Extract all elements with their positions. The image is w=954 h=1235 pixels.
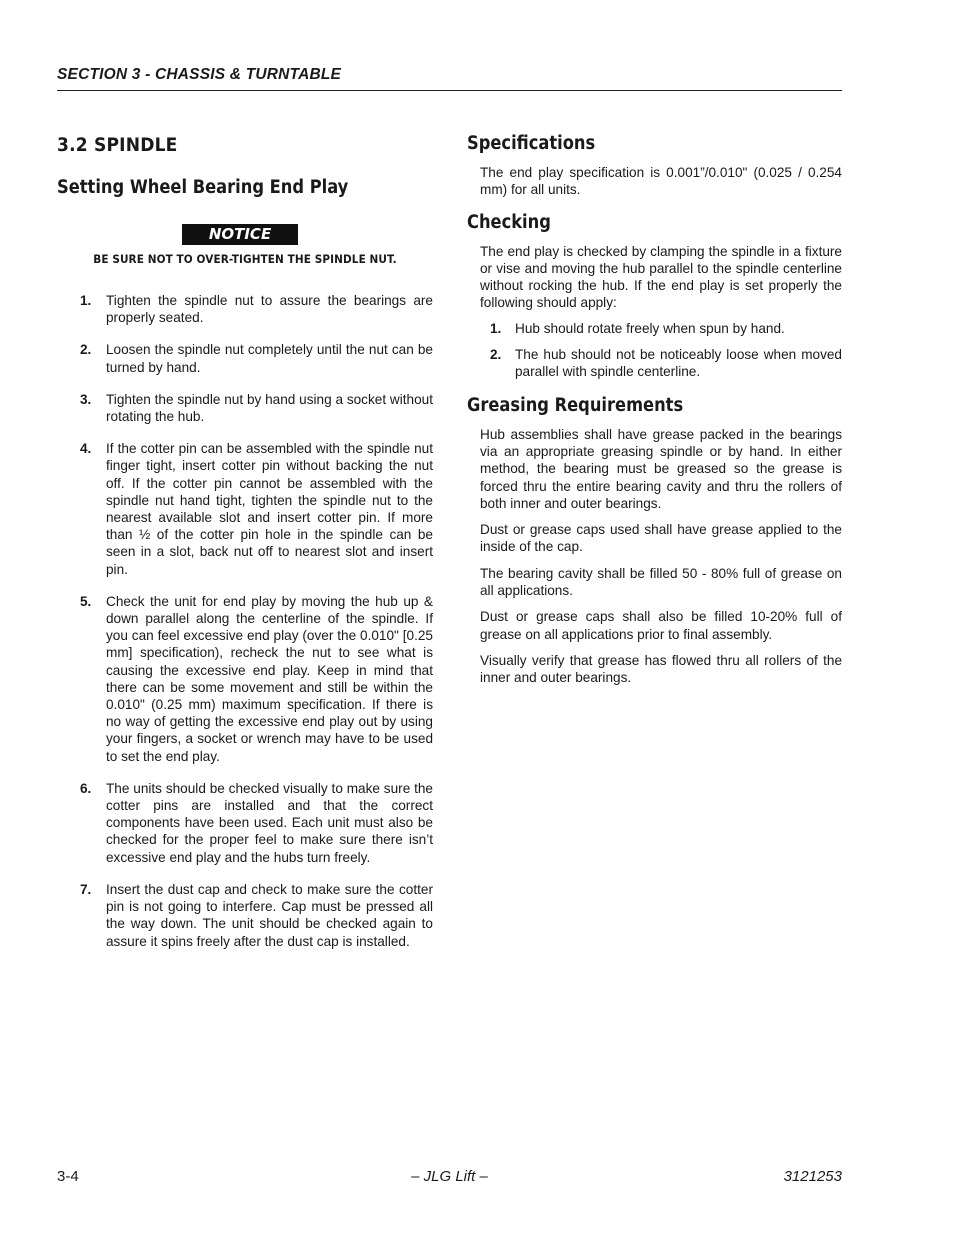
check-text: Hub should rotate freely when spun by hand. — [515, 320, 785, 336]
check-item — [467, 320, 842, 337]
page-number: 3-4 — [57, 1168, 79, 1185]
section-title: 3.2 SPINDLE — [57, 134, 178, 156]
greasing-paragraph: Hub assemblies shall have grease packed in the bearings via an appropriate greasing spindle or by hand. In either method, the bearing must be greased so the grease is forced thru the entire bearing cavity and thru the rollers of both inner and outer bearings. — [480, 426, 842, 511]
greasing-paragraph: Visually verify that grease has flowed thru all rollers of the inner and outer bearings. — [480, 652, 842, 686]
step-number: 7. — [80, 881, 92, 897]
step-item — [57, 292, 433, 326]
procedure-steps — [57, 292, 433, 950]
checking-list — [467, 320, 842, 381]
greasing-paragraph: Dust or grease caps shall also be filled 10-20% full of grease on all applications prior to final assembly. — [480, 609, 842, 642]
step-number: 4. — [80, 441, 92, 457]
subsection-heading-checking: Checking — [467, 211, 551, 233]
step-number: 3. — [80, 391, 92, 407]
document-number: 3121253 — [783, 1168, 842, 1185]
step-item — [57, 881, 433, 950]
footer-brand: – JLG Lift – — [411, 1168, 488, 1185]
checking-text: The end play is checked by clamping the spindle in a fixture or vise and moving the hub parallel to the spindle centerline without rocking the hub. If the end play is set properly the following should apply: — [480, 243, 842, 311]
subsection-heading-setting-end-play: Setting Wheel Bearing End Play — [57, 177, 349, 198]
page-footer — [57, 1168, 842, 1188]
check-text: The hub should not be noticeably loose when moved parallel with spindle centerline. — [515, 347, 842, 380]
notice-box — [57, 224, 433, 266]
step-item — [57, 780, 433, 866]
step-item — [57, 341, 433, 375]
step-item — [57, 593, 433, 765]
step-text: Tighten the spindle nut by hand using a socket without rotating the hub. — [106, 391, 433, 425]
greasing-paragraph: Dust or grease caps used shall have grease applied to the inside of the cap. — [480, 522, 842, 555]
step-number: 6. — [80, 780, 92, 796]
greasing-paragraph: The bearing cavity shall be filled 50 - 80% full of grease on all applications. — [480, 565, 842, 599]
step-number: 1. — [80, 293, 92, 308]
notice-badge: NOTICE — [182, 224, 298, 245]
check-number: 1. — [490, 320, 502, 336]
specifications-text: The end play specification is 0.001”/0.010" (0.025 / 0.254 mm) for all units. — [480, 165, 842, 198]
step-text: Insert the dust cap and check to make sure the cotter pin is not going to interfere. Cap must be pressed all the way down. The unit should be checked again to assure it spins freely after the dust cap is installed. — [106, 881, 433, 949]
step-text: If the cotter pin can be assembled with the spindle nut finger tight, insert cotter pin without backing the nut off. If the cotter pin cannot be assembled with the spindle nut hand tight, tighten the spindle nut to the nearest available slot and insert cotter pin. If more than ½ of the cotter pin hole in the spindle can be seen in a slot, back nut off to nearest slot and insert pin. — [106, 441, 433, 577]
step-text: The units should be checked visually to make sure the cotter pins are installed and that the correct components have been used. Each unit must also be checked for the proper feel to make sure there isn’t excessive end play and the hubs turn freely. — [106, 780, 433, 865]
step-text: Check the unit for end play by moving the hub up & down parallel along the centerline of the spindle. If you can feel excessive end play (over the 0.010" [0.25 mm] specification), recheck the nut to see what is causing the excessive end play. Keep in mind that there can be some movement and still be within the 0.010" (0.25 mm) maximum specification. If there is no way of getting the excessive end play out by using your fingers, a socket or wrench may have to be used to set the end play. — [106, 593, 433, 764]
right-column — [467, 130, 842, 687]
page-header — [57, 66, 842, 91]
step-number: 5. — [80, 593, 92, 609]
step-item — [57, 391, 433, 425]
notice-text: BE SURE NOT TO OVER-TIGHTEN THE SPINDLE NUT. — [93, 252, 397, 266]
step-text: Loosen the spindle nut completely until the nut can be turned by hand. — [106, 342, 433, 375]
subsection-heading-specifications: Specifications — [467, 133, 596, 154]
check-number: 2. — [490, 347, 502, 363]
check-item — [467, 346, 842, 381]
section-header-title: SECTION 3 - CHASSIS & TURNTABLE — [57, 66, 342, 83]
step-number: 2. — [80, 342, 92, 358]
step-item — [57, 440, 433, 578]
left-column — [57, 130, 433, 965]
step-text: Tighten the spindle nut to assure the bearings are properly seated. — [106, 293, 433, 326]
subsection-heading-greasing: Greasing Requirements — [467, 394, 684, 416]
